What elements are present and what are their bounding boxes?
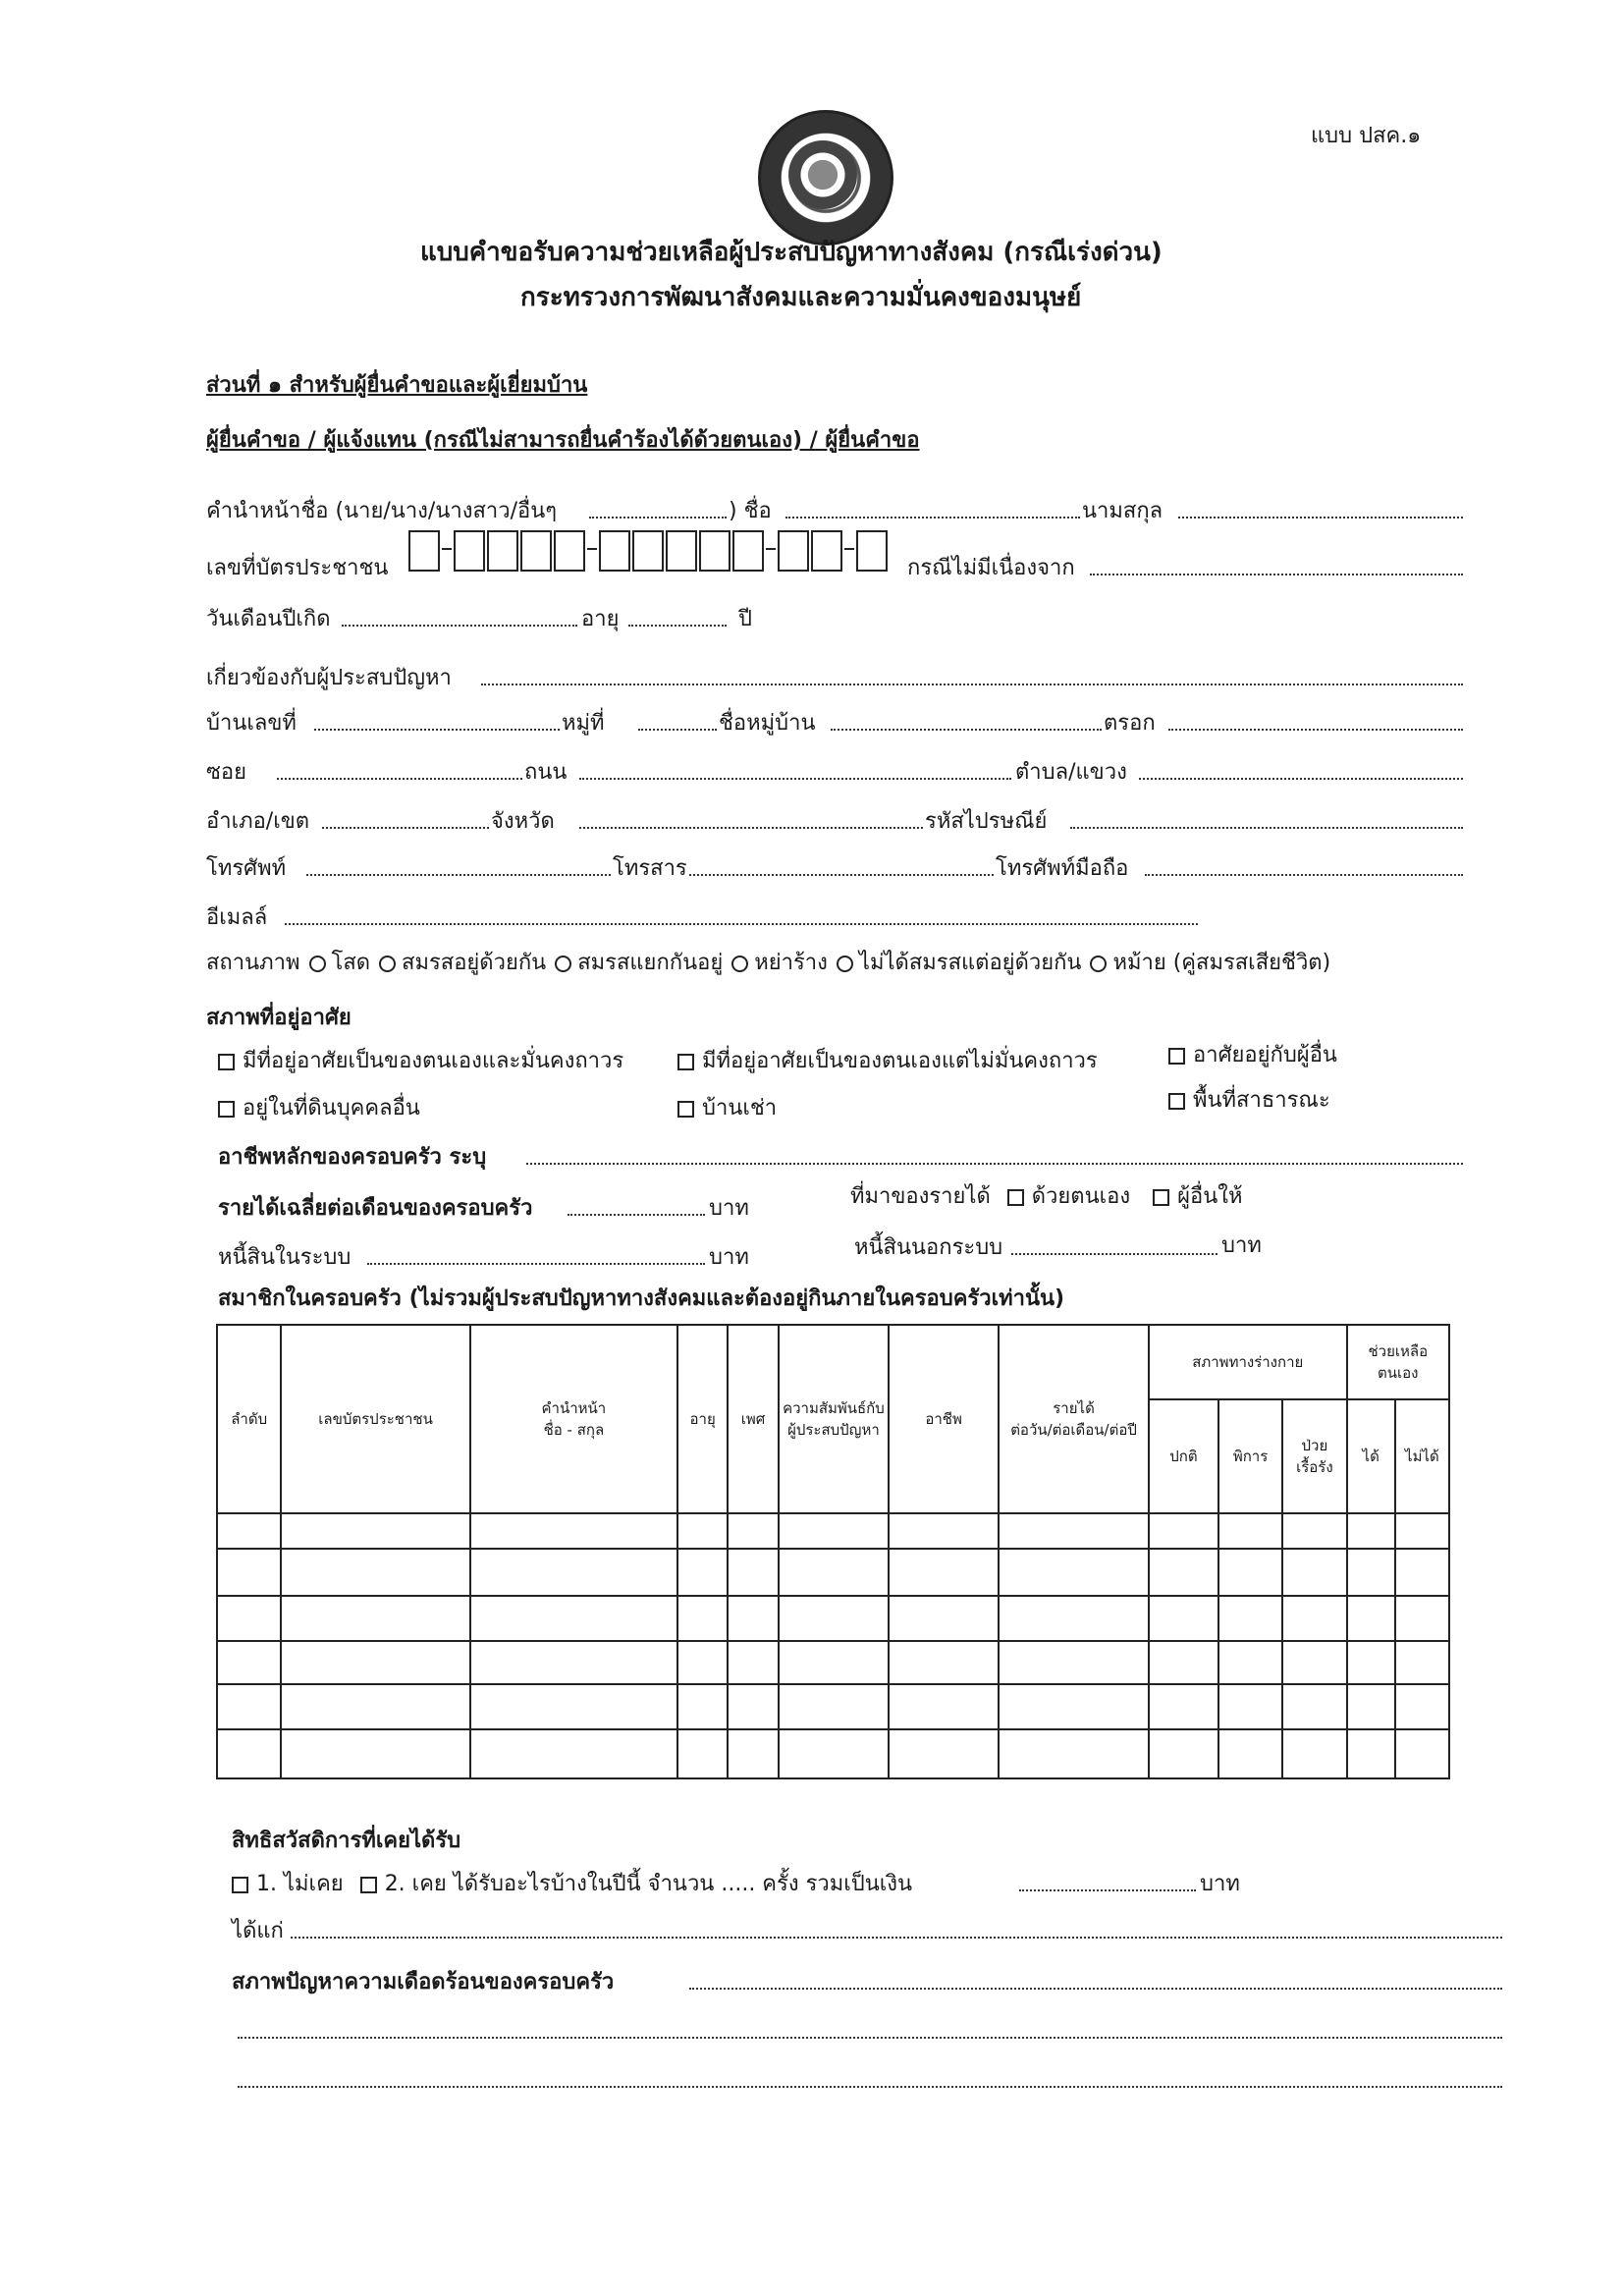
form-code: แบบ ปสค.๑: [1311, 124, 1422, 148]
income-source-row: [850, 1178, 1243, 1213]
col-normal: ปกติ: [1149, 1399, 1218, 1513]
radio-married-separated[interactable]: [555, 956, 571, 972]
district-label: อำเภอ/เขต: [206, 809, 310, 834]
mobile-field[interactable]: [1145, 874, 1463, 876]
table-row[interactable]: [217, 1596, 1449, 1641]
email-label: อีเมลล์: [206, 905, 268, 930]
table-row[interactable]: [217, 1684, 1449, 1729]
relation-field[interactable]: [481, 683, 1463, 685]
table-row[interactable]: [217, 1513, 1449, 1549]
province-field[interactable]: [579, 827, 923, 829]
marital-option-cohabiting: ไม่ได้สมรสแต่อยู่ด้วยกัน: [858, 951, 1082, 975]
col-can: ได้: [1347, 1399, 1395, 1513]
soi-label: ซอย: [206, 760, 247, 785]
welfare-option-yes: 2. เคย ได้รับอะไรบ้างในปีนี้ จำนวน ..... ครั้ง รวมเป็นเงิน: [384, 1872, 913, 1896]
birthdate-field[interactable]: [342, 625, 577, 627]
welfare-from-label: ได้แก่: [232, 1919, 284, 1943]
col-id: เลขบัตรประชาชน: [281, 1325, 469, 1513]
debt-out-label: หนี้สินนอกระบบ: [854, 1235, 1003, 1260]
radio-cohabiting[interactable]: [837, 956, 853, 972]
marital-option-married-together: สมรสอยู่ด้วยกัน: [402, 951, 547, 975]
hardship-field-3[interactable]: [238, 2086, 1502, 2088]
col-relation: ความสัมพันธ์กับผู้ประสบปัญหา: [779, 1325, 889, 1513]
hardship-field-1[interactable]: [689, 1988, 1502, 1990]
members-heading: สมาชิกในครอบครัว (ไม่รวมผู้ประสบปัญหาทางสังคมและต้องอยู่กินภายในครอบครัวเท่านั้น): [218, 1286, 1065, 1311]
prefix-label: คำนำหน้าชื่อ (นาย/นาง/นางสาว/อื่นๆ: [206, 499, 558, 523]
col-self-help: ช่วยเหลือตนเอง: [1347, 1325, 1449, 1399]
surname-field[interactable]: [1178, 517, 1463, 519]
debt-out-unit: บาท: [1221, 1233, 1262, 1258]
no-id-reason-label: กรณีไม่มีเนื่องจาก: [907, 556, 1075, 580]
marital-option-widowed: หม้าย (คู่สมรสเสียชีวิต): [1112, 951, 1331, 975]
income-label: รายได้เฉลี่ยต่อเดือนของครอบครัว: [218, 1196, 533, 1221]
col-job: อาชีพ: [889, 1325, 999, 1513]
name-field[interactable]: [785, 517, 1080, 519]
radio-single[interactable]: [309, 956, 326, 972]
table-row[interactable]: [217, 1641, 1449, 1684]
birthdate-label: วันเดือนปีเกิด: [206, 607, 331, 631]
phone-field[interactable]: [306, 874, 611, 876]
marital-option-single: โสด: [331, 951, 371, 975]
checkbox-other-icon[interactable]: [1153, 1189, 1169, 1206]
col-income: รายได้ ต่อวัน/ต่อเดือน/ต่อปี: [999, 1325, 1149, 1513]
applicant-heading: ผู้ยื่นคำขอ / ผู้แจ้งแทน (กรณีไม่สามารถยื่นคำร้องได้ด้วยตนเอง) / ผู้ยื่นคำขอ: [206, 428, 920, 453]
col-cannot: ไม่ได้: [1395, 1399, 1449, 1513]
members-table: [216, 1324, 1450, 1779]
mobile-label: โทรศัพท์มือถือ: [996, 856, 1129, 881]
village-field[interactable]: [831, 729, 1102, 731]
housing-option-with-others[interactable]: อาศัยอยู่กับผู้อื่น: [1168, 1037, 1337, 1071]
road-label: ถนน: [524, 760, 568, 785]
col-age: อายุ: [677, 1325, 728, 1513]
col-sex: เพศ: [728, 1325, 778, 1513]
welfare-option-never: 1. ไม่เคย: [256, 1872, 344, 1896]
email-field[interactable]: [285, 923, 1198, 925]
housing-option-public-area[interactable]: พื้นที่สาธารณะ: [1168, 1082, 1330, 1117]
debt-in-field[interactable]: [367, 1263, 705, 1265]
marital-row: [206, 945, 1330, 979]
col-disabled: พิการ: [1218, 1399, 1282, 1513]
income-source-label: ที่มาของรายได้: [850, 1184, 991, 1209]
radio-divorced[interactable]: [731, 956, 748, 972]
income-field[interactable]: [568, 1214, 705, 1216]
postal-field[interactable]: [1070, 827, 1463, 829]
alley-field[interactable]: [1168, 729, 1463, 731]
radio-widowed[interactable]: [1090, 956, 1107, 972]
checkbox-icon: [218, 1054, 235, 1070]
alley-label: ตรอก: [1104, 711, 1156, 736]
checkbox-icon: [677, 1101, 694, 1118]
no-id-reason-field[interactable]: [1090, 574, 1463, 575]
income-unit: บาท: [709, 1196, 749, 1221]
name-label: ) ชื่อ: [729, 499, 772, 523]
checkbox-self-icon[interactable]: [1007, 1189, 1024, 1206]
checkbox-icon: [1168, 1093, 1185, 1110]
district-field[interactable]: [322, 827, 489, 829]
debt-out-field[interactable]: [1011, 1253, 1217, 1255]
marital-label: สถานภาพ: [206, 951, 300, 975]
fax-field[interactable]: [689, 874, 994, 876]
col-chronic: ป่วยเรื้อรัง: [1282, 1399, 1346, 1513]
welfare-amount-field[interactable]: [1019, 1889, 1196, 1891]
age-label: อายุ: [581, 607, 620, 631]
table-row[interactable]: [217, 1729, 1449, 1778]
occupation-label: อาชีพหลักของครอบครัว ระบุ: [218, 1145, 487, 1170]
welfare-heading: สิทธิสวัสดิการที่เคยได้รับ: [232, 1829, 461, 1853]
id-card-label: เลขที่บัตรประชาชน: [206, 556, 389, 580]
table-row[interactable]: [217, 1549, 1449, 1596]
postal-label: รหัสไปรษณีย์: [925, 809, 1048, 834]
housing-option-others-land[interactable]: อยู่ในที่ดินบุคคลอื่น: [218, 1090, 420, 1124]
radio-married-together[interactable]: [379, 956, 396, 972]
ministry-name: กระทรวงการพัฒนาสังคมและความมั่นคงของมนุษย์: [520, 283, 1082, 312]
relation-label: เกี่ยวข้องกับผู้ประสบปัญหา: [206, 666, 452, 690]
occupation-field[interactable]: [526, 1163, 1463, 1165]
welfare-from-field[interactable]: [291, 1937, 1502, 1939]
housing-label: สภาพที่อยู่อาศัย: [206, 1006, 352, 1030]
col-name: คำนำหน้า ชื่อ - สกุล: [470, 1325, 677, 1513]
col-health: สภาพทางร่างกาย: [1149, 1325, 1347, 1399]
road-field[interactable]: [579, 778, 1011, 780]
debt-in-label: หนี้สินในระบบ: [218, 1245, 352, 1270]
marital-option-married-separated: สมรสแยกกันอยู่: [577, 951, 724, 975]
debt-in-unit: บาท: [709, 1245, 749, 1270]
checkbox-icon: [218, 1101, 235, 1118]
housing-option-rent[interactable]: บ้านเช่า: [677, 1090, 777, 1124]
village-label: ชื่อหมู่บ้าน: [719, 711, 816, 736]
form-title: แบบคำขอรับความช่วยเหลือผู้ประสบปัญหาทางสังคม (กรณีเร่งด่วน): [420, 238, 1163, 267]
government-seal: [758, 110, 893, 246]
subdistrict-field[interactable]: [1139, 778, 1463, 780]
section1-heading: ส่วนที่ ๑ สำหรับผู้ยื่นคำขอและผู้เยี่ยมบ้าน: [206, 373, 588, 398]
subdistrict-label: ตำบล/แขวง: [1015, 760, 1127, 785]
fax-label: โทรสาร: [613, 856, 687, 881]
col-no: ลำดับ: [217, 1325, 281, 1513]
hardship-label: สภาพปัญหาความเดือดร้อนของครอบครัว: [232, 1970, 615, 1995]
prefix-field[interactable]: [589, 517, 727, 519]
hardship-field-2[interactable]: [238, 2037, 1502, 2039]
surname-label: นามสกุล: [1082, 499, 1163, 523]
moo-label: หมู่ที่: [562, 711, 605, 736]
checkbox-never-icon[interactable]: [232, 1877, 248, 1893]
checkbox-yes-icon[interactable]: [360, 1877, 377, 1893]
checkbox-icon: [677, 1054, 694, 1070]
age-unit: ปี: [738, 607, 752, 631]
marital-option-divorced: หย่าร้าง: [754, 951, 828, 975]
moo-field[interactable]: [638, 729, 717, 731]
house-no-label: บ้านเลขที่: [206, 711, 297, 736]
phone-label: โทรศัพท์: [206, 856, 287, 881]
province-label: จังหวัด: [491, 809, 555, 834]
soi-field[interactable]: [277, 778, 522, 780]
checkbox-icon: [1168, 1048, 1185, 1065]
housing-option-own-stable[interactable]: มีที่อยู่อาศัยเป็นของตนเองและมั่นคงถาวร: [218, 1043, 623, 1077]
income-source-other: ผู้อื่นให้: [1177, 1184, 1243, 1209]
housing-option-own-unstable[interactable]: มีที่อยู่อาศัยเป็นของตนเองแต่ไม่มั่นคงถาวร: [677, 1043, 1098, 1077]
age-field[interactable]: [628, 625, 727, 627]
income-source-self: ด้วยตนเอง: [1031, 1184, 1131, 1209]
welfare-unit: บาท: [1200, 1872, 1240, 1896]
house-no-field[interactable]: [314, 729, 560, 731]
welfare-row: [232, 1866, 912, 1900]
